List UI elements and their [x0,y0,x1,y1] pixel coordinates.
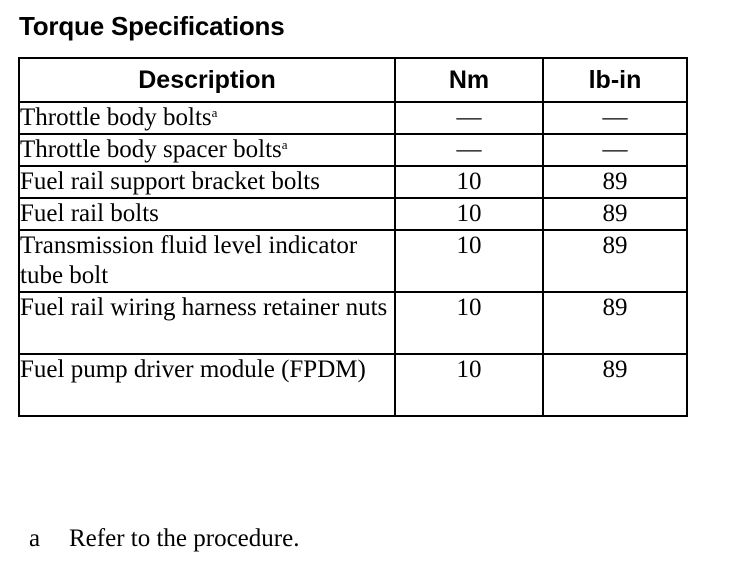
row-nm: 10 [395,198,543,230]
torque-spec-table [18,57,688,417]
row-description [19,102,395,134]
row-description: Fuel pump driver module (FPDM) [19,354,395,416]
row-nm: 10 [395,354,543,416]
row-description-text: Throttle body spacer bolts [20,136,282,163]
row-description: Fuel rail bolts [19,198,395,230]
table-header-row [19,58,687,102]
row-description: Fuel rail support bracket bolts [19,166,395,198]
table-row [19,166,687,198]
footnote-ref: a [211,105,218,120]
footnote-mark: a [29,525,41,552]
row-lbin: 89 [543,230,687,292]
row-nm: 10 [395,230,543,292]
row-lbin: 89 [543,198,687,230]
row-lbin: 89 [543,166,687,198]
table-row [19,230,687,292]
row-description-text: Throttle body bolts [20,104,212,131]
page-title: Torque Specifications [19,11,285,41]
row-nm: — [395,102,543,134]
row-lbin: — [543,102,687,134]
row-description: Fuel rail wiring harness retainer nuts [19,292,395,354]
table-row [19,134,687,166]
footnote [29,524,299,554]
row-nm: 10 [395,166,543,198]
row-lbin: — [543,134,687,166]
table-row [19,102,687,134]
row-nm: 10 [395,292,543,354]
table-row [19,354,687,416]
header-description: Description [19,58,395,102]
row-description [19,134,395,166]
row-lbin: 89 [543,354,687,416]
table-row [19,292,687,354]
row-nm: — [395,134,543,166]
table-row [19,198,687,230]
footnote-ref: a [281,137,288,152]
row-lbin: 89 [543,292,687,354]
header-lbin: lb-in [543,58,687,102]
footnote-text: Refer to the procedure. [69,525,300,552]
row-description: Transmission fluid level indicator tube bolt [19,230,395,292]
header-nm: Nm [395,58,543,102]
